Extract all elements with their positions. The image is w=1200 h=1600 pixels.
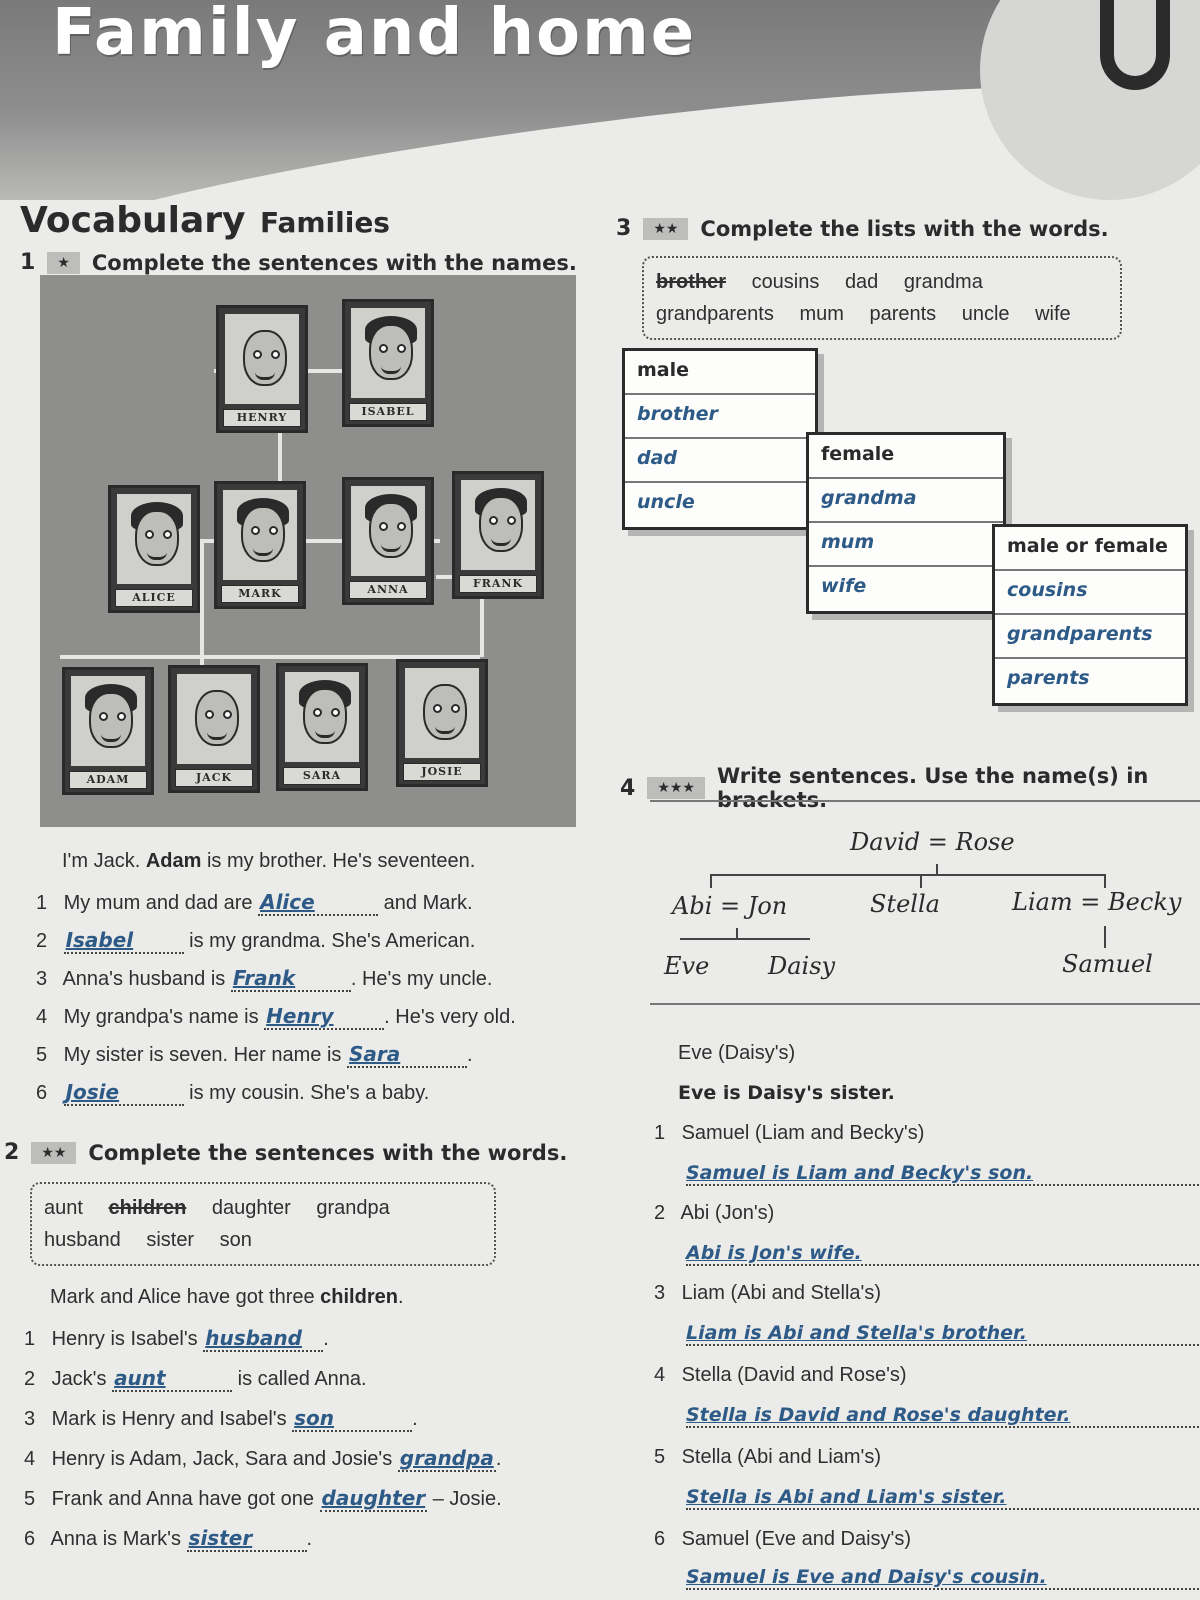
portrait-card <box>342 299 434 427</box>
prompt-item <box>654 1202 774 1225</box>
prompt-text: Samuel (Eve and Daisy's) <box>681 1528 912 1550</box>
item-number: 6 <box>24 1528 36 1550</box>
list-entry[interactable]: wife <box>821 575 867 597</box>
sentence-text: My mum and dad are <box>63 892 259 914</box>
sentence-item <box>36 1080 429 1106</box>
section-subtitle: Families <box>259 206 390 239</box>
word-box <box>642 256 1122 340</box>
example-answer: children <box>320 1286 398 1308</box>
item-number: 3 <box>24 1408 36 1430</box>
sentence-text: is my cousin. She's a baby. <box>183 1082 430 1104</box>
female-list <box>806 432 1006 614</box>
tree-couple-name: Liam = Becky <box>1012 888 1182 916</box>
item-number: 5 <box>24 1488 36 1510</box>
sentence-text: – Josie. <box>427 1488 502 1510</box>
sentence-item <box>24 1446 501 1472</box>
sentence-item <box>36 890 473 916</box>
unit-title: Family and home <box>52 0 697 70</box>
list-entry[interactable]: dad <box>625 439 815 483</box>
name-plate: ADAM <box>69 771 147 789</box>
item-number: 2 <box>36 930 48 952</box>
name-plate: ALICE <box>115 589 193 607</box>
word-option: grandpa <box>316 1197 390 1219</box>
sentence-text: My grandpa's name is <box>63 1006 265 1028</box>
portrait-card <box>62 667 154 795</box>
tree-couple-name: David = Rose <box>850 828 1015 856</box>
list-entry[interactable]: grandparents <box>995 615 1185 659</box>
word-option: grandparents <box>656 303 774 325</box>
tree-couple-name: Abi = Jon <box>672 892 788 920</box>
portrait-card <box>396 659 488 787</box>
sentence-item <box>24 1406 418 1432</box>
answer-blank[interactable]: Frank <box>231 966 351 992</box>
sentence-item <box>36 1042 473 1068</box>
tree-line <box>710 874 1106 876</box>
item-number: 2 <box>24 1368 36 1390</box>
difficulty-stars: ★★ <box>31 1142 76 1164</box>
list-header: female <box>809 435 1003 479</box>
word-option: dad <box>844 271 879 293</box>
portrait-card <box>168 665 260 793</box>
exercise-2-heading <box>4 1140 567 1165</box>
sentence-item <box>24 1326 329 1352</box>
item-number: 1 <box>654 1122 666 1144</box>
example-sentence <box>62 850 475 873</box>
difficulty-stars: ★★ <box>643 218 688 240</box>
answer-line[interactable]: Liam is Abi and Stella's brother. <box>686 1322 1200 1346</box>
sentence-text: . <box>397 1286 404 1308</box>
tree-line <box>710 874 712 888</box>
prompt-item <box>654 1528 911 1551</box>
word-option: sister <box>146 1229 195 1251</box>
name-plate: HENRY <box>223 409 301 427</box>
sentence-text: Jack's <box>51 1368 113 1390</box>
item-number: 3 <box>36 968 48 990</box>
answer-line[interactable]: Samuel is Liam and Becky's son. <box>686 1162 1200 1186</box>
sentence-text: Anna is Mark's <box>50 1528 187 1550</box>
sentence-text: Anna's husband is <box>62 968 231 990</box>
answer-blank[interactable]: sister <box>187 1526 307 1552</box>
exercise-instruction: Complete the sentences with the words. <box>88 1140 568 1165</box>
answer-blank[interactable]: Alice <box>258 890 378 916</box>
sentence-text: . <box>495 1448 502 1470</box>
tree-line <box>680 938 810 940</box>
item-number: 5 <box>36 1044 48 1066</box>
word-option: grandma <box>903 271 983 293</box>
sentence-text: Mark and Alice have got three <box>50 1286 321 1308</box>
section-heading <box>20 200 390 241</box>
prompt-item <box>654 1446 881 1469</box>
sentence-text: Henry is Isabel's <box>51 1328 204 1350</box>
item-number: 3 <box>654 1282 666 1304</box>
list-header: male or female <box>995 527 1185 571</box>
answer-blank[interactable]: aunt <box>112 1366 232 1392</box>
word-option: uncle <box>961 303 1010 325</box>
sentence-item <box>24 1366 367 1392</box>
portrait-card <box>216 305 308 433</box>
prompt-text: Stella (David and Rose's) <box>681 1364 907 1386</box>
answer-blank[interactable]: son <box>292 1406 412 1432</box>
item-number: 6 <box>36 1082 48 1104</box>
sentence-text: . He's very old. <box>384 1006 516 1028</box>
sentence-item <box>24 1526 312 1552</box>
exercise-number: 3 <box>616 216 632 241</box>
exercise-instruction: Write sentences. Use the name(s) in brackets. <box>716 764 1149 812</box>
difficulty-stars: ★★★ <box>647 777 705 799</box>
answer-blank[interactable]: Isabel <box>64 928 184 954</box>
word-option-used: children <box>108 1197 187 1219</box>
tree-line <box>200 539 204 669</box>
unit-banner <box>0 0 1200 200</box>
answer-line[interactable]: Samuel is Eve and Daisy's cousin. <box>686 1566 1200 1590</box>
item-number: 4 <box>654 1364 666 1386</box>
answer-blank[interactable]: daughter <box>321 1486 426 1510</box>
prompt-text: Samuel (Liam and Becky's) <box>681 1122 925 1144</box>
prompt-text: Liam (Abi and Stella's) <box>681 1282 882 1304</box>
portrait-card <box>108 485 200 613</box>
sentence-text: . He's my uncle. <box>350 968 493 990</box>
prompt-item <box>654 1122 924 1145</box>
list-entry[interactable]: parents <box>1007 667 1090 689</box>
sentence-text: Mark is Henry and Isabel's <box>51 1408 293 1430</box>
sentence-item <box>24 1486 502 1512</box>
list-entry[interactable]: mum <box>809 523 1003 567</box>
tree-name: Samuel <box>1062 950 1153 978</box>
answer-blank[interactable]: Josie <box>64 1080 184 1106</box>
tree-name: Stella <box>870 890 940 918</box>
exercise-number: 4 <box>620 775 636 801</box>
prompt-text: Stella (Abi and Liam's) <box>681 1446 882 1468</box>
word-option: son <box>219 1229 252 1251</box>
sentence-text: and Mark. <box>378 892 473 914</box>
word-option: husband <box>44 1229 121 1251</box>
answer-line[interactable]: Stella is Abi and Liam's sister. <box>686 1486 1200 1510</box>
sentence-text: Henry is Adam, Jack, Sara and Josie's <box>51 1448 398 1470</box>
portrait-card <box>276 663 368 791</box>
sentence-text: . <box>412 1408 418 1430</box>
sentence-item <box>36 1004 516 1030</box>
unit-number-graphic <box>1100 0 1170 90</box>
answer-blank[interactable]: husband <box>203 1326 323 1352</box>
answer-line[interactable]: Stella is David and Rose's daughter. <box>686 1404 1200 1428</box>
list-entry[interactable]: uncle <box>637 491 695 513</box>
list-entry[interactable]: brother <box>625 395 815 439</box>
male-list <box>622 348 818 530</box>
exercise-instruction: Complete the lists with the words. <box>700 216 1109 241</box>
exercise-number: 1 <box>20 250 36 275</box>
sentence-text: is called Anna. <box>232 1368 367 1390</box>
tree-name: Daisy <box>768 952 836 980</box>
list-entry[interactable]: cousins <box>995 571 1185 615</box>
portrait-card <box>452 471 544 599</box>
difficulty-stars: ★ <box>47 252 80 274</box>
exercise-3-heading <box>616 216 1109 241</box>
name-plate: JACK <box>175 769 253 787</box>
male-or-female-list <box>992 524 1188 706</box>
sentence-item <box>36 966 492 992</box>
example-answer: Eve is Daisy's sister. <box>678 1082 895 1104</box>
sentence-text: . <box>466 1044 473 1066</box>
section-title: Vocabulary <box>20 200 246 241</box>
item-number: 1 <box>36 892 48 914</box>
answer-blank[interactable]: Henry <box>264 1004 384 1030</box>
exercise-number: 2 <box>4 1140 20 1165</box>
handwritten-family-tree <box>650 800 1200 1005</box>
sentence-text: I'm Jack. <box>62 850 146 872</box>
sentence-text: is my grandma. She's American. <box>183 930 476 952</box>
tree-line <box>920 874 922 888</box>
tree-line <box>1104 874 1106 888</box>
sentence-item <box>36 928 475 954</box>
word-box <box>30 1182 496 1266</box>
portrait-card <box>214 481 306 609</box>
word-option: daughter <box>211 1197 291 1219</box>
word-option: aunt <box>44 1197 83 1219</box>
word-option-used: brother <box>656 271 726 293</box>
item-number: 5 <box>654 1446 666 1468</box>
item-number: 6 <box>654 1528 666 1550</box>
sentence-text: My sister is seven. Her name is <box>63 1044 347 1066</box>
family-tree-illustration <box>40 275 576 827</box>
item-number: 4 <box>36 1006 48 1028</box>
sentence-text: . <box>323 1328 329 1350</box>
prompt-text: Abi (Jon's) <box>680 1202 775 1224</box>
item-number: 2 <box>654 1202 666 1224</box>
tree-line <box>1104 926 1106 948</box>
prompt-item <box>654 1364 907 1387</box>
word-option: cousins <box>751 271 820 293</box>
example-prompt: Eve (Daisy's) <box>678 1042 796 1064</box>
name-plate: ISABEL <box>349 403 427 421</box>
item-number: 1 <box>24 1328 36 1350</box>
word-option: parents <box>869 303 937 325</box>
example-answer: Adam <box>145 850 202 872</box>
item-number: 4 <box>24 1448 36 1470</box>
sentence-text: Frank and Anna have got one <box>51 1488 320 1510</box>
example-sentence <box>50 1286 404 1309</box>
tree-name: Eve <box>664 952 710 980</box>
sentence-text: . <box>306 1528 313 1550</box>
name-plate: ANNA <box>349 581 427 599</box>
word-option: wife <box>1035 303 1071 325</box>
exercise-instruction: Complete the sentences with the names. <box>91 250 577 275</box>
name-plate: SARA <box>283 767 361 785</box>
exercise-1-heading <box>20 250 577 275</box>
portrait-card <box>342 477 434 605</box>
answer-blank[interactable]: Sara <box>347 1042 467 1068</box>
name-plate: JOSIE <box>403 763 481 781</box>
sentence-text: is my brother. He's seventeen. <box>201 850 476 872</box>
answer-blank[interactable]: grandpa <box>399 1446 494 1470</box>
name-plate: MARK <box>221 585 299 603</box>
word-option: mum <box>799 303 844 325</box>
name-plate: FRANK <box>459 575 537 593</box>
answer-line[interactable]: Abi is Jon's wife. <box>686 1242 1200 1266</box>
list-header: male <box>625 351 815 395</box>
list-entry[interactable]: grandma <box>809 479 1003 523</box>
prompt-item <box>654 1282 881 1305</box>
